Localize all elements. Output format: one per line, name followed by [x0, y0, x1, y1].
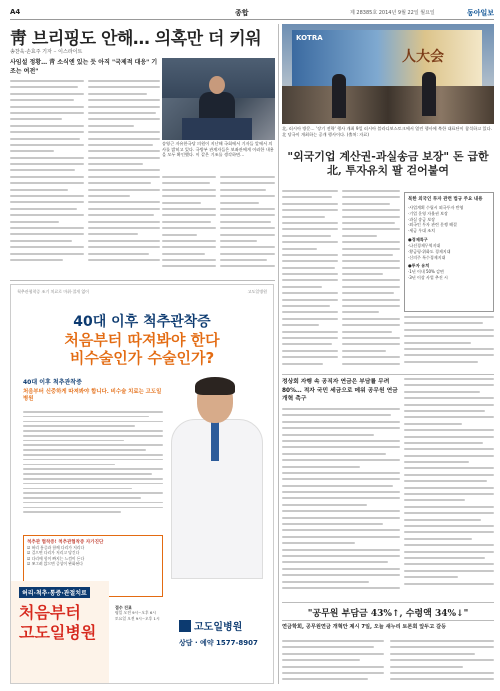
section-divider	[10, 280, 275, 281]
hours-line: 토요일 오전 9시~오후 1시	[115, 615, 160, 621]
section-name: 종합	[235, 9, 249, 17]
ad-body-text	[23, 411, 163, 516]
sidebar-item: ·외국인 투자 관련 분쟁 해결	[408, 222, 457, 228]
checklist-item: ☑ 쪼그려 앉으면 증상이 완화된다	[27, 561, 83, 567]
article-column	[404, 378, 494, 600]
article-column	[282, 190, 338, 376]
headline-north-korea: "외국기업 계산권-과실송금 보장" 돈 급한 北, 투자유치 팔 걷어붙여	[287, 150, 489, 177]
sidebar-item: ·3년 이상 사업 추진 시	[408, 275, 448, 281]
info-sidebar-box	[404, 192, 494, 312]
hospital-logo[interactable]	[179, 615, 269, 648]
banner-brand: KOTRA	[296, 34, 323, 42]
sidebar-section: ●투자 유치	[408, 263, 430, 269]
photo-caption: 北, 러시아 방문… '장기 전략' 행사 개최 9일 러시아 블라디보스토크에서 열린 행사에 북한 대표단이 참석하고 있다. 北 당국이 개최하는 공개 행사이다. (출처: 자료)	[282, 126, 492, 137]
banner-text: 人大会	[402, 49, 444, 65]
sidebar-item: ·신의주 특수경제지대	[408, 254, 446, 260]
checklist-item: ☑ 허리 통증과 함께 다리가 저리다	[27, 545, 85, 550]
section-divider	[282, 374, 494, 375]
ad-headline: 40대 이후 척추관착증	[73, 314, 211, 330]
sidebar-item: ·세금 우대 조치	[408, 228, 435, 234]
sidebar-item: ·1년 이내 50% 감면	[408, 269, 444, 275]
ad-service-tag: 허리·척추·통증·관절치료	[19, 587, 90, 598]
ad-top-brand: 고도일병원	[247, 289, 267, 294]
sidebar-title: 북한 외국인 투자 관련 법규 주요 내용	[408, 197, 483, 202]
news-photo-event	[282, 24, 494, 124]
section-divider	[282, 602, 494, 603]
photo-caption: 송영근 자유한국당 의원이 지난해 국회에서 기자들 앞에서 의사를 밝히고 있다. 국방부 관계자들은 보좌관에게 이러한 내용을 모두 확인했다. 이 같은 기조를 생각하면…	[162, 141, 274, 157]
pull-quote: "공무원 부담금 43%↑, 수령액 34%↓"	[307, 609, 469, 619]
byline: 송찬욱·손효주 기자 ·· 이스라이트	[10, 49, 83, 55]
sidebar-item: ·과실 송금 보장	[408, 216, 435, 222]
page-header	[10, 6, 494, 20]
article-column	[282, 408, 400, 600]
hospital-name: 고도일병원	[194, 622, 243, 633]
article-column	[342, 190, 400, 376]
ad-headline-orange: 처음부터 따져봐야 한다 비수술인가 수술인가?	[64, 331, 220, 367]
article-column	[404, 316, 494, 376]
hours-title: 접수 진료	[115, 605, 132, 610]
sidebar-item: ·나선경제무역지대	[408, 242, 441, 248]
page-number: A4	[10, 8, 21, 16]
ad-slogan-panel	[11, 581, 109, 684]
ad-top-label: 척추관협착증 조기 치료로 마취·절개 없이	[17, 289, 90, 294]
sidebar-section: ●경제특구	[408, 236, 428, 242]
headline-pension: 정상회 자행 속 공직자 연금은 부담률 무려 80%… 적자 국민 세금으로 메워 공무원 연금개혁 촉구	[282, 379, 398, 402]
ad-subhead-orange: 처음부터 신중하게 따져봐야 합니다. 비수술 치료는 고도일병원	[23, 389, 162, 402]
headline-main: 靑 브리핑도 안해… 의혹만 더 키워	[10, 29, 262, 49]
subheadline: 사임설 정황… 靑 소식엔 있는 듯 아직 "국제적 대응" 기조는 여전"	[10, 59, 158, 75]
checklist-title: 척추관 협착증! 척추관협착증 자가진단	[27, 540, 104, 545]
sidebar-item: ·황금평·위화도 경제지대	[408, 248, 451, 254]
article-column	[390, 640, 494, 686]
article-column	[220, 176, 275, 278]
news-photo-politician	[162, 58, 275, 140]
ad-subhead: 40대 이후 척추관착증	[23, 379, 82, 386]
article-column	[162, 176, 216, 278]
article-column	[88, 80, 160, 278]
issue-date: 제 28385호 2014년 9월 22일 월요일	[350, 10, 435, 16]
checklist-item: ☑ 다리에 힘이 빠지는 느낌이 든다	[27, 555, 85, 561]
sidebar-item: ·사업계획 수립시 외국투자 반영	[408, 205, 464, 210]
doctor-photo	[167, 379, 267, 579]
ad-slogan: 처음부터 고도일병원	[19, 603, 97, 642]
hospital-advertisement[interactable]	[10, 284, 274, 684]
paper-name: 동아일보	[466, 9, 494, 17]
hospital-phone[interactable]: 상담 · 예약 1577-8907	[179, 639, 258, 647]
article-column	[10, 80, 84, 278]
hospital-logo-icon	[179, 620, 191, 632]
headline-pension-reform: 연금학회, 공무원연금 개혁안 제시 7일, 오늘 새누리 토론회 앞두고 갈등	[282, 624, 447, 630]
sidebar-item: ·기업 운영 자율권 보장	[408, 210, 448, 216]
column-divider	[278, 24, 279, 684]
checklist-item: ☑ 걸으면 다리가 저리고 당긴다	[27, 550, 80, 556]
hours-line: 평일 오전 9시~오후 6시	[115, 610, 156, 616]
section-divider	[282, 620, 494, 621]
ad-hours	[115, 605, 175, 621]
article-column	[282, 640, 384, 686]
